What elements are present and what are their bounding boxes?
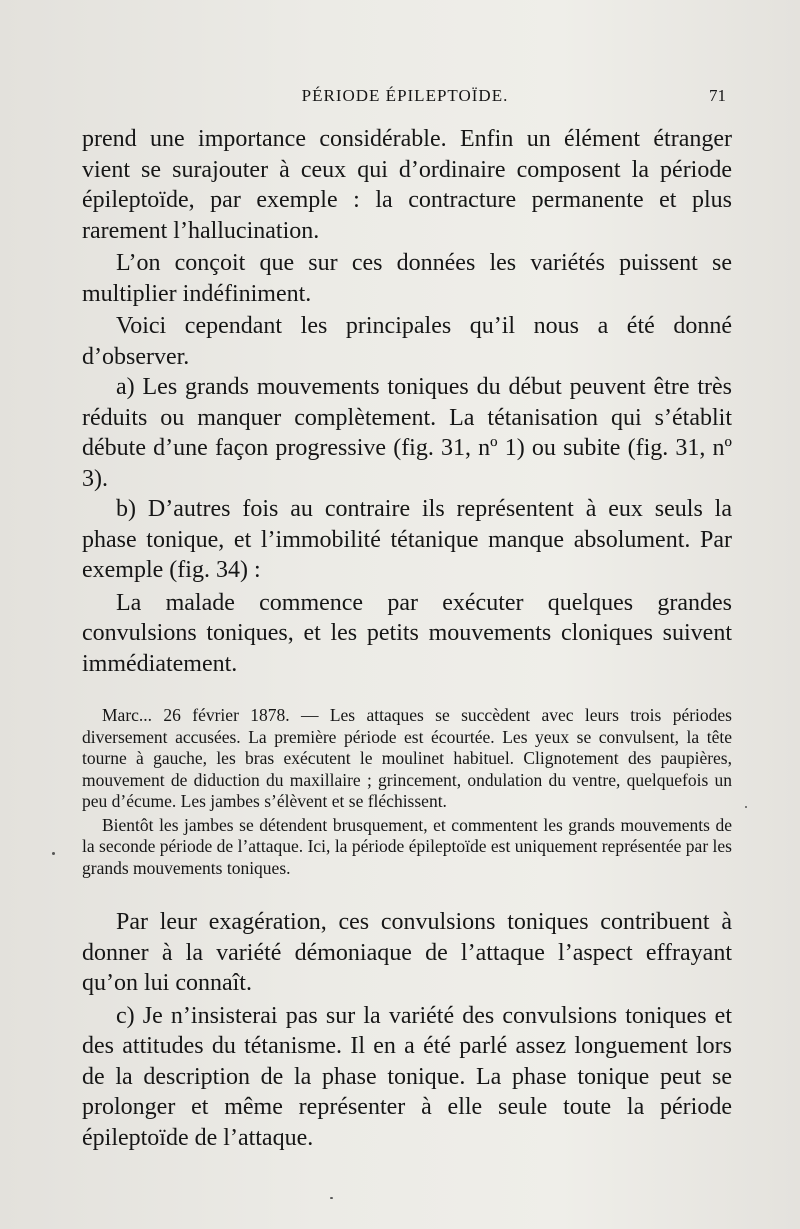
paragraph-continuation: prend une importance considérable. Enfin un élément étranger vient se surajouter à ceux qui d’ordinaire composent la période épileptoïde, par exemple : la contracture permanente et plus rarement l’hallucination. — [82, 126, 732, 244]
paragraph-variety-b: b) D’autres fois au contraire ils représentent à eux seuls la phase tonique, et l’immobilité tétanique manque absolument. Par exemple (fig. 34) : — [82, 496, 732, 583]
case-note-paragraph: Bientôt les jambes se détendent brusquement, et commentent les grands mouvements de la seconde période de l’attaque. Ici, la période épileptoïde est uniquement représentée par les grands mouvements toniques. — [82, 814, 732, 878]
paragraph-convulsions: La malade commence par exécuter quelques grandes convulsions toniques, et les petits mouvements cloniques suivent immédiatement. — [82, 589, 732, 677]
case-note — [82, 705, 732, 879]
paragraph-demoniac: Par leur exagération, ces convulsions toniques contribuent à donner à la variété démoniaque de l’attaque l’aspect effrayant qu’on lui connaît. — [82, 909, 732, 996]
running-title: PÉRIODE ÉPILEPTOÏDE. — [301, 86, 509, 105]
paragraph-varieties: L’on conçoit que sur ces données les variétés puissent se multiplier indéfiniment. — [82, 250, 732, 307]
paper-speck — [52, 852, 55, 855]
paragraph-principal: Voici cependant les principales qu’il nous a été donné d’observer. — [82, 313, 732, 370]
page-header — [80, 86, 730, 114]
paragraph-variety-a: a) Les grands mouvements toniques du début peuvent être très réduits ou manquer complètement. La tétanisation qui s’établit débute d’une façon progressive (fig. 31, nº 1) ou subite (fig. 31, nº 3). — [82, 374, 732, 492]
paper-speck — [330, 1197, 333, 1199]
paragraph-variety-c: c) Je n’insisterai pas sur la variété des convulsions toniques et des attitudes du tétanisme. Il en a été parlé assez longuement lors de la description de la phase tonique. La phase tonique peut se prolonger et même représenter à elle seule toute la période épileptoïde de l’attaque. — [82, 1002, 732, 1151]
page-number: 71 — [709, 86, 726, 105]
case-note-paragraph: Marc... 26 février 1878. — Les attaques se succèdent avec leurs trois périodes diversement accusées. La première période est écourtée. Les yeux se convulsent, la tête tourne à gauche, les bras exécutent le moulinet habituel. Clignotement des paupières, mouvement de diduction du maxillaire ; grincement, ondulation du ventre, quelquefois un peu d’écume. Les jambes s’élèvent et se fléchissent. — [82, 705, 732, 811]
main-text — [82, 124, 732, 1153]
paper-speck — [745, 806, 747, 808]
